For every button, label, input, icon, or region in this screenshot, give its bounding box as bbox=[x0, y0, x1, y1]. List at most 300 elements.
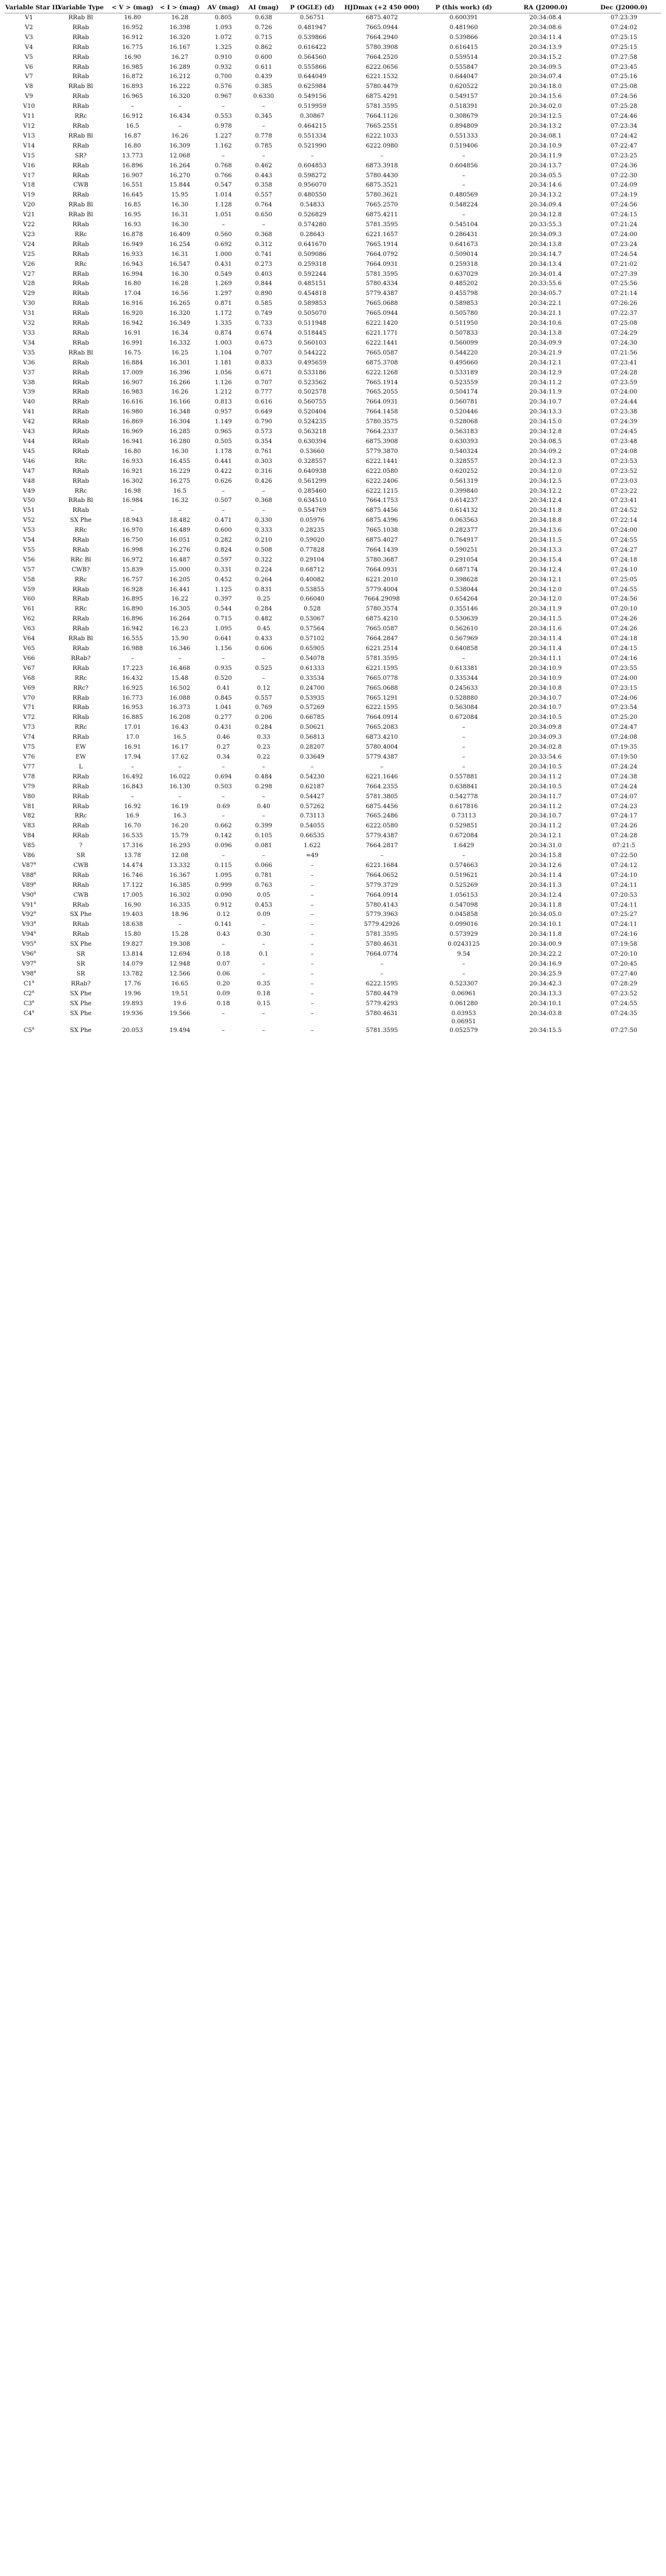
star-id-cell: V37 bbox=[23, 369, 35, 376]
table-cell: 7665.2055 bbox=[365, 389, 398, 396]
table-cell: 20:34:12.8 bbox=[529, 212, 562, 219]
table-cell: 1.212 bbox=[214, 389, 232, 396]
star-id-cell bbox=[5, 891, 53, 901]
table-cell: 20:34:11.8 bbox=[529, 507, 562, 514]
table-cell: RRab bbox=[72, 665, 89, 672]
table-cell: L bbox=[79, 763, 83, 770]
table-cell: 20:34:12.1 bbox=[529, 576, 562, 583]
column-header: Variable Type bbox=[53, 2, 108, 13]
table-cell: 20:34:09.2 bbox=[529, 448, 562, 455]
table-cell: 20:34:09.4 bbox=[529, 202, 562, 209]
star-id-cell: V11 bbox=[23, 113, 35, 120]
table-cell: 17.009 bbox=[122, 369, 143, 376]
table-cell: SR bbox=[76, 970, 85, 977]
table-cell: 07:24:29 bbox=[610, 330, 637, 336]
table-cell: 0.07 bbox=[216, 961, 230, 967]
table-cell: 17.76 bbox=[124, 980, 142, 987]
table-cell: 0.766 bbox=[214, 172, 232, 179]
table-cell: 0.554769 bbox=[298, 507, 327, 514]
table-cell: – bbox=[131, 655, 134, 662]
table-cell: 0.29104 bbox=[299, 556, 325, 563]
table-cell: RRab bbox=[72, 339, 89, 346]
table-cell: 1.128 bbox=[214, 202, 232, 209]
table-row bbox=[5, 556, 661, 566]
table-cell: 7665.0688 bbox=[365, 685, 398, 692]
table-cell: RRab bbox=[72, 251, 89, 258]
table-cell: 0.28235 bbox=[299, 527, 325, 534]
table-cell: 6222.1595 bbox=[365, 980, 398, 987]
table-row bbox=[5, 1009, 661, 1026]
table-cell: 0.634510 bbox=[298, 497, 327, 504]
table-cell: – bbox=[311, 1000, 314, 1007]
star-id-cell: V77 bbox=[23, 763, 35, 770]
table-row bbox=[5, 802, 661, 812]
table-row bbox=[5, 575, 661, 585]
table-cell: 20:34:13.7 bbox=[529, 162, 562, 169]
table-row bbox=[5, 339, 661, 349]
star-id-cell: V39 bbox=[23, 389, 35, 396]
table-cell: 0.761 bbox=[255, 448, 272, 455]
table-cell: 0.65905 bbox=[299, 645, 325, 652]
table-cell: 0.805 bbox=[214, 15, 232, 21]
table-cell: 20:34:13.4 bbox=[529, 261, 562, 268]
table-cell: – bbox=[311, 901, 314, 908]
table-cell: 07:27:50 bbox=[610, 1027, 637, 1034]
table-cell: 6873.3918 bbox=[365, 162, 398, 169]
table-cell: 0.590251 bbox=[449, 546, 478, 553]
table-cell: 16.616 bbox=[122, 399, 143, 406]
star-id-cell: V25 bbox=[23, 251, 35, 258]
table-cell: 0.40082 bbox=[299, 576, 325, 583]
table-cell: CWB bbox=[73, 182, 89, 189]
table-cell: SX Phe bbox=[70, 1010, 92, 1017]
table-cell: 20:34:10.5 bbox=[529, 763, 562, 770]
table-cell: – bbox=[131, 763, 134, 770]
table-cell: 07:24:30 bbox=[610, 339, 637, 346]
table-cell: 6875.4396 bbox=[365, 517, 398, 524]
table-cell: 0.224 bbox=[255, 566, 272, 573]
table-cell: 20:34:13.2 bbox=[529, 192, 562, 199]
table-cell: 0.30 bbox=[257, 931, 270, 938]
table-cell: 0.46 bbox=[216, 734, 230, 741]
table-row bbox=[5, 319, 661, 329]
table-cell: 20:34:12.9 bbox=[529, 369, 562, 376]
table-cell: 0.312 bbox=[255, 241, 272, 248]
table-row bbox=[5, 132, 661, 142]
table-cell: 0.700 bbox=[214, 73, 232, 80]
table-cell: 16.80 bbox=[124, 142, 142, 149]
table-row bbox=[5, 230, 661, 240]
table-cell: 19.827 bbox=[122, 941, 143, 948]
table-cell: 07:19:50 bbox=[610, 753, 637, 760]
table-cell: 07:24:28 bbox=[610, 833, 637, 840]
table-row bbox=[5, 23, 661, 33]
table-row bbox=[5, 329, 661, 339]
table-cell: 16.396 bbox=[169, 369, 191, 376]
star-id: C1 bbox=[23, 980, 32, 987]
star-id-cell: V62 bbox=[23, 616, 35, 623]
table-cell: 0.549 bbox=[214, 271, 232, 278]
table-cell: RRab bbox=[72, 783, 89, 790]
table-cell: 20:34:11.4 bbox=[529, 636, 562, 643]
table-cell: 16.970 bbox=[122, 527, 143, 534]
table-cell: 20:34:11.4 bbox=[529, 34, 562, 41]
table-cell: RRab bbox=[72, 44, 89, 51]
table-cell: 0.328557 bbox=[449, 458, 478, 465]
table-cell: 6221.1684 bbox=[365, 862, 398, 869]
table-cell: 16.270 bbox=[169, 172, 191, 179]
table-cell: – bbox=[380, 852, 383, 859]
table-cell: – bbox=[462, 753, 466, 760]
table-cell: – bbox=[311, 921, 314, 928]
table-cell: – bbox=[221, 813, 225, 820]
table-cell: 20:34:05.0 bbox=[529, 911, 562, 918]
table-cell: 07:24:09 bbox=[610, 182, 637, 189]
table-cell: 0.099016 bbox=[449, 921, 478, 928]
table-cell: 07:24:00 bbox=[610, 389, 637, 396]
star-id-cell: V49 bbox=[23, 487, 35, 494]
table-cell: 20:34:11.5 bbox=[529, 537, 562, 544]
table-row bbox=[5, 279, 661, 289]
table-cell: 0.557 bbox=[255, 192, 272, 199]
table-cell: 0.528880 bbox=[449, 694, 478, 701]
table-cell: 16.91 bbox=[124, 744, 142, 751]
star-id-cell: V5 bbox=[24, 54, 33, 61]
table-cell: 20:34:12.1 bbox=[529, 359, 562, 366]
table-cell: RRab bbox=[72, 399, 89, 406]
column-header: Variable Star ID bbox=[5, 2, 53, 13]
table-cell: – bbox=[262, 921, 265, 928]
table-cell: 1.622 bbox=[304, 843, 321, 850]
table-cell: 16.90 bbox=[124, 901, 142, 908]
table-cell: 16.928 bbox=[122, 586, 143, 593]
table-cell: 20:34:15.8 bbox=[529, 852, 562, 859]
table-row bbox=[5, 142, 661, 152]
star-id-cell: V81 bbox=[23, 803, 35, 810]
table-cell: 0.831 bbox=[255, 586, 272, 593]
table-cell: 0.57262 bbox=[299, 803, 325, 810]
table-cell: RRc bbox=[75, 606, 87, 613]
table-cell: 16.23 bbox=[171, 626, 189, 633]
star-id-cell bbox=[5, 970, 53, 980]
star-id-cell: V65 bbox=[23, 645, 35, 652]
table-cell: 0.630393 bbox=[449, 438, 478, 445]
table-cell: 6875.4211 bbox=[365, 212, 398, 219]
table-row bbox=[5, 122, 661, 132]
table-cell: 0.368 bbox=[255, 231, 272, 238]
table-cell: 1.000 bbox=[214, 251, 232, 258]
table-cell: 0.22 bbox=[257, 753, 270, 760]
table-cell: 20:34:11.8 bbox=[529, 931, 562, 938]
table-cell: RRc bbox=[75, 813, 87, 820]
table-cell: 0.592244 bbox=[298, 271, 327, 278]
table-cell: 16.302 bbox=[122, 478, 143, 485]
star-id-cell: V79 bbox=[23, 783, 35, 790]
table-cell: 16.30 bbox=[171, 271, 189, 278]
table-cell: – bbox=[380, 152, 383, 159]
table-cell: 5781.3805 bbox=[365, 793, 398, 800]
table-cell: 16.167 bbox=[169, 44, 191, 51]
table-row bbox=[5, 359, 661, 368]
table-cell: 0.481960 bbox=[449, 24, 478, 31]
table-cell: 20:34:11.8 bbox=[529, 901, 562, 908]
table-cell: 6221.2010 bbox=[365, 576, 398, 583]
table-cell: SR bbox=[76, 951, 85, 958]
table-cell: 5779.3729 bbox=[365, 882, 398, 889]
table-cell: RRab bbox=[72, 310, 89, 317]
table-cell: 16.205 bbox=[169, 576, 191, 583]
table-cell: 6221.1532 bbox=[365, 73, 398, 80]
table-row bbox=[5, 82, 661, 92]
star-id-cell: V72 bbox=[23, 714, 35, 721]
table-cell: – bbox=[462, 172, 466, 179]
star-id-cell: V19 bbox=[23, 192, 35, 199]
table-cell: 16.843 bbox=[122, 783, 143, 790]
table-cell: 0.354 bbox=[255, 438, 272, 445]
star-id-cell: V71 bbox=[23, 704, 35, 711]
star-id-cell: V60 bbox=[23, 596, 35, 603]
table-cell: – bbox=[462, 970, 466, 977]
table-cell: 16.70 bbox=[124, 823, 142, 830]
table-cell: 0.210 bbox=[255, 537, 272, 544]
table-cell: 0.66040 bbox=[299, 596, 325, 603]
table-cell: 0.53660 bbox=[299, 448, 325, 455]
star-id-cell: V74 bbox=[23, 734, 35, 741]
star-id-cell: V45 bbox=[23, 448, 35, 455]
table-cell: RRab bbox=[72, 379, 89, 386]
table-cell: 0.547098 bbox=[449, 901, 478, 908]
table-cell: 16.878 bbox=[122, 231, 143, 238]
table-row bbox=[5, 694, 661, 704]
table-cell: RRab bbox=[72, 596, 89, 603]
table-cell: RRab bbox=[72, 73, 89, 80]
star-id-cell: V42 bbox=[23, 419, 35, 426]
table-cell: 0.638841 bbox=[449, 783, 478, 790]
table-cell: 16.30 bbox=[171, 448, 189, 455]
table-cell: 0.081 bbox=[255, 843, 272, 850]
table-cell: RRc bbox=[75, 231, 87, 238]
table-cell: 16.275 bbox=[169, 478, 191, 485]
table-cell: 0.549157 bbox=[449, 93, 478, 100]
table-cell: – bbox=[178, 763, 182, 770]
table-cell: RRc bbox=[75, 527, 87, 534]
table-cell: RRab bbox=[72, 793, 89, 800]
table-cell: 0.649 bbox=[255, 409, 272, 416]
table-cell: 07:24:18 bbox=[610, 556, 637, 563]
table-cell: RRc bbox=[75, 487, 87, 494]
table-cell: 07:24:11 bbox=[610, 901, 637, 908]
column-header: P (this work) (d) bbox=[423, 2, 505, 13]
table-cell: RRab bbox=[72, 429, 89, 436]
table-cell: 07:23:53 bbox=[610, 458, 637, 465]
table-cell: – bbox=[262, 487, 265, 494]
table-row bbox=[5, 112, 661, 122]
table-cell: 16.555 bbox=[122, 636, 143, 643]
table-cell: 16.32 bbox=[171, 497, 189, 504]
table-cell: 0.523559 bbox=[449, 379, 478, 386]
table-cell: – bbox=[311, 1010, 314, 1017]
table-row bbox=[5, 260, 661, 270]
table-cell: RRab bbox=[72, 546, 89, 553]
table-cell: 20:34:09.9 bbox=[529, 339, 562, 346]
table-cell: RRab? bbox=[71, 980, 91, 987]
table-cell: 0.433 bbox=[255, 636, 272, 643]
table-cell: 16.17 bbox=[171, 744, 189, 751]
table-cell: 17.0 bbox=[126, 734, 139, 741]
table-cell: 16.895 bbox=[122, 596, 143, 603]
table-cell: 0.12 bbox=[216, 911, 230, 918]
star-id-cell: V15 bbox=[23, 152, 35, 159]
table-cell: – bbox=[462, 734, 466, 741]
table-cell: 0.303 bbox=[255, 458, 272, 465]
table-cell: 0.284 bbox=[255, 606, 272, 613]
table-cell: 0.616415 bbox=[449, 44, 478, 51]
table-cell: 16.088 bbox=[169, 694, 191, 701]
table-cell: RRab bbox=[72, 271, 89, 278]
table-row bbox=[5, 624, 661, 634]
table-cell: 0.999 bbox=[214, 882, 232, 889]
star-id-cell bbox=[5, 940, 53, 950]
table-row bbox=[5, 703, 661, 713]
table-cell: 16.943 bbox=[122, 261, 143, 268]
table-cell: 16.551 bbox=[122, 182, 143, 189]
star-id-cell: V70 bbox=[23, 694, 35, 701]
star-id-cell: V46 bbox=[23, 458, 35, 465]
table-cell: 0.785 bbox=[255, 142, 272, 149]
table-cell: 16.90 bbox=[124, 54, 142, 61]
table-cell: 20:34:11.5 bbox=[529, 616, 562, 623]
table-row bbox=[5, 615, 661, 624]
table-cell: 0.613381 bbox=[449, 665, 478, 672]
table-cell: 20:34:12.0 bbox=[529, 596, 562, 603]
table-cell: 7664.0914 bbox=[365, 714, 398, 721]
table-row bbox=[5, 378, 661, 388]
table-cell: RRab bbox=[72, 320, 89, 327]
star-id-cell: V55 bbox=[23, 546, 35, 553]
star-id-cell: V28 bbox=[23, 280, 35, 287]
star-id-cell: V7 bbox=[24, 73, 33, 80]
table-cell: 0.589853 bbox=[298, 300, 327, 307]
table-cell: RRab bbox=[72, 694, 89, 701]
table-cell: 0.600 bbox=[214, 527, 232, 534]
table-cell: 0.640938 bbox=[298, 468, 327, 475]
footnote-mark: a bbox=[33, 949, 36, 954]
table-cell: 20.053 bbox=[122, 1027, 143, 1034]
star-id-cell: V75 bbox=[23, 744, 35, 751]
table-cell: 0.544222 bbox=[298, 349, 327, 356]
star-id-cell: V2 bbox=[24, 24, 33, 31]
table-cell: – bbox=[178, 122, 182, 129]
table-cell: 16.773 bbox=[122, 694, 143, 701]
table-row bbox=[5, 910, 661, 920]
table-cell: 15.28 bbox=[171, 931, 189, 938]
table-cell: 20:34:00.9 bbox=[529, 941, 562, 948]
table-cell: 16.346 bbox=[169, 645, 191, 652]
table-cell: 0.528 bbox=[304, 606, 321, 613]
table-cell: 20:34:12.4 bbox=[529, 497, 562, 504]
table-cell: 0.574280 bbox=[298, 222, 327, 229]
table-cell: 20:34:11.3 bbox=[529, 882, 562, 889]
star-id-cell: V26 bbox=[23, 261, 35, 268]
table-cell: 07:24:46 bbox=[610, 113, 637, 120]
star-id-cell: V22 bbox=[23, 222, 35, 229]
table-row bbox=[5, 634, 661, 644]
table-row bbox=[5, 851, 661, 861]
table-cell: RRab Bl bbox=[68, 202, 93, 209]
star-id-cell: V20 bbox=[23, 202, 35, 209]
table-cell: SX Phe bbox=[70, 1000, 92, 1007]
table-cell: 20:34:11.9 bbox=[529, 606, 562, 613]
table-cell: 07:23:41 bbox=[610, 359, 637, 366]
table-cell: 16.98 bbox=[124, 487, 142, 494]
star-id-cell: V85 bbox=[23, 843, 35, 850]
table-cell: 07:23:59 bbox=[610, 379, 637, 386]
table-cell: 5780.4631 bbox=[365, 941, 398, 948]
table-cell: 0.616 bbox=[255, 399, 272, 406]
table-cell: 1.126 bbox=[214, 379, 232, 386]
table-cell: 07:21:24 bbox=[610, 222, 637, 229]
table-cell: SR bbox=[76, 852, 85, 859]
table-cell: 0.277 bbox=[214, 714, 232, 721]
table-cell: 20:34:15.6 bbox=[529, 93, 562, 100]
star-id-cell: V56 bbox=[23, 556, 35, 563]
table-cell: 16.264 bbox=[169, 616, 191, 623]
footnote-mark: a bbox=[33, 900, 36, 906]
table-cell: 07:24:55 bbox=[610, 586, 637, 593]
table-cell: – bbox=[462, 852, 466, 859]
table-cell: 0.54230 bbox=[299, 773, 325, 780]
table-cell: RRab bbox=[72, 882, 89, 889]
table-cell: 16.5 bbox=[173, 487, 186, 494]
table-cell: 07:23:54 bbox=[610, 704, 637, 711]
table-cell: 0.511948 bbox=[298, 320, 327, 327]
table-cell: 7664.1126 bbox=[365, 113, 398, 120]
table-cell: 0.545104 bbox=[449, 222, 478, 229]
table-row bbox=[5, 664, 661, 674]
star-id-cell: V58 bbox=[23, 576, 35, 583]
table-row bbox=[5, 930, 661, 940]
table-cell: RRc bbox=[75, 576, 87, 583]
table-cell: 07:24:36 bbox=[610, 162, 637, 169]
table-cell: 7664.2520 bbox=[365, 54, 398, 61]
table-cell: – bbox=[311, 941, 314, 948]
table-cell: 20:34:13.3 bbox=[529, 546, 562, 553]
table-cell: 16.80 bbox=[124, 280, 142, 287]
table-cell: 0.551333 bbox=[449, 132, 478, 139]
table-cell: 0.611 bbox=[255, 64, 272, 71]
table-row bbox=[5, 437, 661, 447]
table-cell: 16.051 bbox=[169, 537, 191, 544]
table-cell: RRab Bl bbox=[68, 636, 93, 643]
table-cell: 7665.2570 bbox=[365, 202, 398, 209]
table-cell: 07:23:34 bbox=[610, 122, 637, 129]
table-cell: 07:21:02 bbox=[610, 261, 637, 268]
table-row bbox=[5, 585, 661, 595]
table-cell: 16.212 bbox=[169, 73, 191, 80]
column-header: Dec (J2000.0) bbox=[587, 2, 662, 13]
column-header: RA (J2000.0) bbox=[505, 2, 586, 13]
table-cell: 07:24:11 bbox=[610, 882, 637, 889]
table-cell: 7665.1291 bbox=[365, 694, 398, 701]
table-cell: 6222.0656 bbox=[365, 64, 398, 71]
table-cell: 15.48 bbox=[171, 675, 189, 682]
table-cell: – bbox=[311, 990, 314, 997]
star-id-cell: V68 bbox=[23, 675, 35, 682]
star-id-cell: V36 bbox=[23, 359, 35, 366]
table-cell: 0.480569 bbox=[449, 192, 478, 199]
table-cell: 16.941 bbox=[122, 438, 143, 445]
table-cell: RRab bbox=[72, 714, 89, 721]
